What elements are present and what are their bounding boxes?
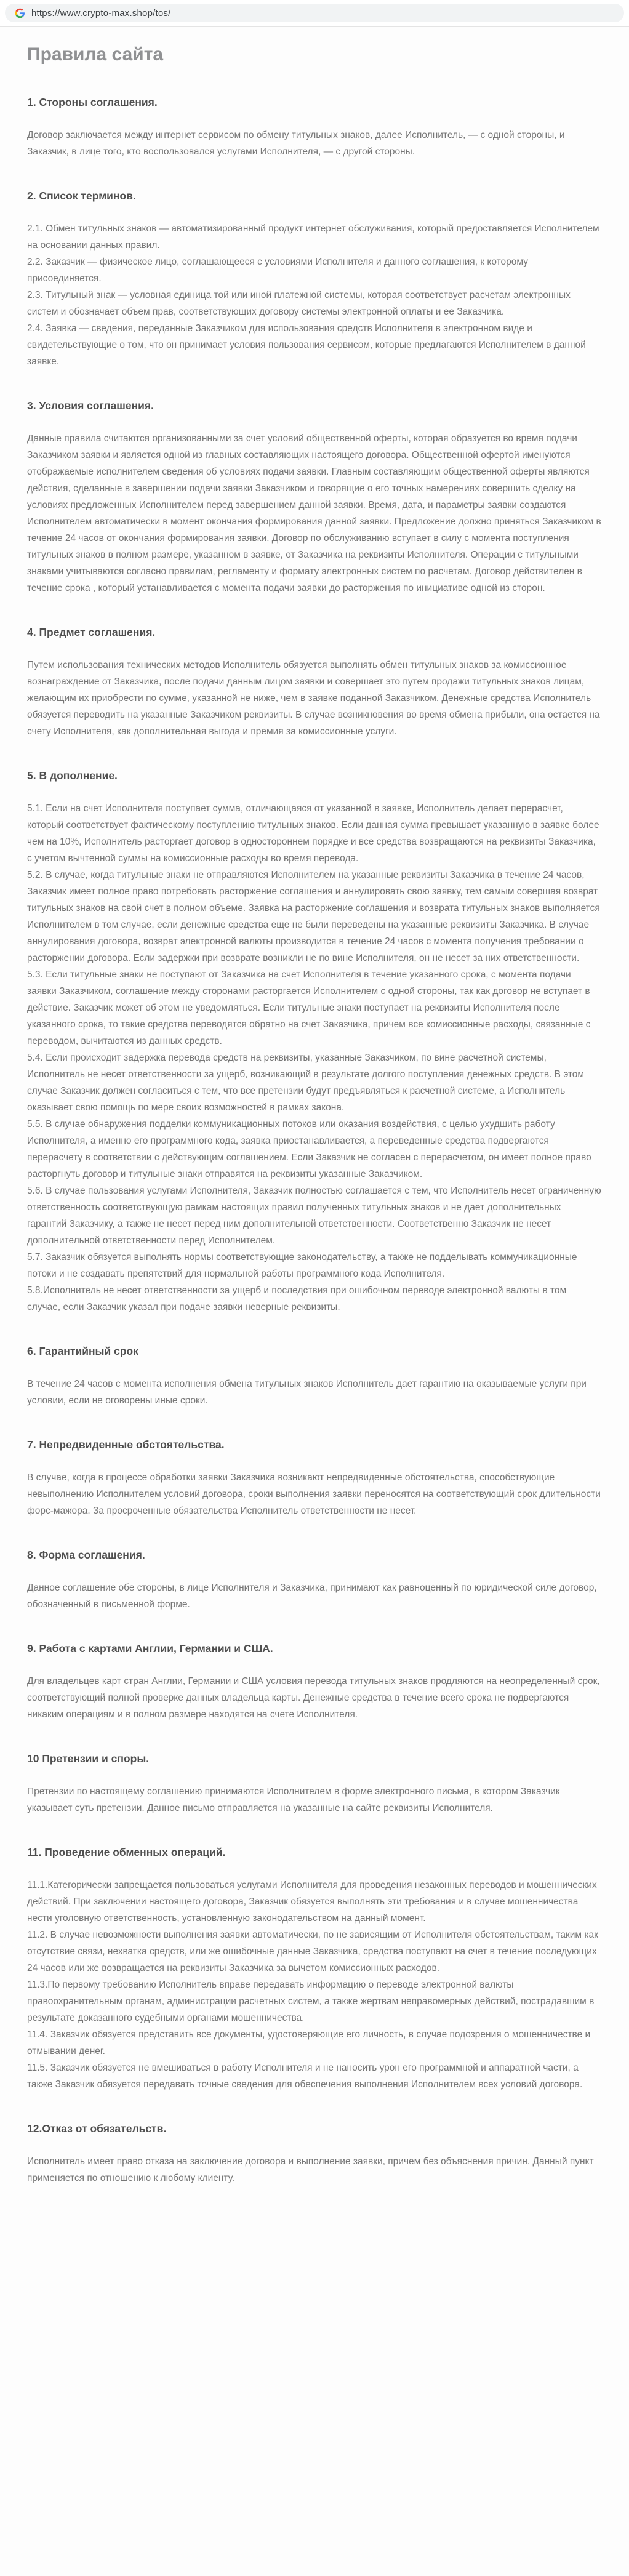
tos-section <box>27 1845 602 2093</box>
paragraph: Претензии по настоящему соглашению принимаются Исполнителем в форме электронного письма, в котором Заказчик указывает суть претензии. Данное письмо отправляется на указанные на сайте реквизиты Исполнителя. <box>27 1786 560 1813</box>
page-content <box>0 27 629 2215</box>
paragraph-group <box>27 1783 602 1816</box>
tos-section <box>27 625 602 740</box>
paragraph-group <box>27 1469 602 1519</box>
paragraph: 5.8.Исполнитель не несет ответственности за ущерб и последствия при ошибочном переводе электронной валюты в том случае, если Заказчик указал при подаче заявки неверные реквизиты. <box>27 1285 567 1312</box>
section-heading: 8. Форма соглашения. <box>27 1549 145 1561</box>
paragraph: 11.1.Категорически запрещается пользоваться услугами Исполнителя для проведения незаконных переводов и мошеннических действий. При заключении настоящего договора, Заказчик обязуется выполнять эти требования и в случае мошенничества нести уголовную ответственность, установленную законодательством на данный момент. <box>27 1880 597 1924</box>
section-heading: 1. Стороны соглашения. <box>27 96 158 108</box>
paragraph: Исполнитель имеет право отказа на заключение договора и выполнение заявки, причем без объяснения причин. Данный пункт применяется по отношению к любому клиенту. <box>27 2156 594 2183</box>
paragraph-group <box>27 1673 602 1723</box>
google-favicon-icon <box>15 8 25 18</box>
paragraph: Данные правила считаются организованными за счет условий общественной оферты, которая образуется во время подачи Заказчиком заявки и является одной из главных составляющих настоящего договора. Общественной офертой именуются отображаемые исполнителем сведения об условиях подачи заявки. Главным составляющим общественной оферты являются действия, сделанные в завершении подачи заявки Заказчиком и говорящие о его точных намерениях совершить сделку на условиях предложенных Исполнителем перед завершением данной заявки. Время, дата, и параметры заявки создаются Исполнителем автоматически в момент окончания формирования данной заявки. Предложение должно приняться Заказчиком в течение 24 часов от окончания формирования заявки. Договор по обслуживанию вступает в силу с момента поступления титульных знаков в полном размере, указанном в заявке, от Заказчика на реквизиты Исполнителя. Операции с титульными знаками учитываются согласно правилам, регламенту и формату электронных систем по расчетам. Договор действителен в течение срока , который устанавливается с момента подачи заявки до расторжения по инициативе одной из сторон. <box>27 433 601 593</box>
paragraph-group <box>27 430 602 596</box>
section-heading: 9. Работа с картами Англии, Германии и США. <box>27 1642 273 1655</box>
tos-section <box>27 1641 602 1723</box>
paragraph: Договор заключается между интернет сервисом по обмену титульных знаков, далее Исполнитель, — с одной стороны, и Заказчик, в лице того, кто воспользовался услугами Исполнителя, — с другой стороны. <box>27 130 565 157</box>
paragraph: 11.5. Заказчик обязуется не вмешиваться в работу Исполнителя и не наносить урон его программной и аппаратной части, а также Заказчик обязуется передавать точные сведения для обеспечения выполнения Исполнителем всех условий договора. <box>27 2063 583 2090</box>
tos-section <box>27 188 602 370</box>
paragraph: В случае, когда в процессе обработки заявки Заказчика возникают непредвиденные обстоятельства, способствующие невыполнению Исполнителем условий договора, сроки выполнения заявки переносятся на соответствующий срок длительности форс-мажора. За просроченные обязательства Исполнитель ответственности не несет. <box>27 1472 601 1516</box>
section-heading: 3. Условия соглашения. <box>27 399 154 412</box>
browser-top-strip <box>0 0 629 27</box>
section-heading: 2. Список терминов. <box>27 190 136 202</box>
paragraph: Путем использования технических методов Исполнитель обязуется выполнять обмен титульных знаков за комиссионное вознаграждение от Заказчика, после подачи данным лицом заявки и совершает это путем продажи титульных знаков лицам, желающим их приобрести по сумме, указанной не ниже, чем в заявке поданной Заказчиком. Денежные средства Исполнитель обязуется переводить на указанные Заказчиком реквизиты. В случае возникновения во время обмена прибыли, она остается на счету Исполнителя, как дополнительная выгода и премия за комиссионные услуги. <box>27 660 600 737</box>
paragraph-group <box>27 220 602 370</box>
paragraph: В течение 24 часов с момента исполнения обмена титульных знаков Исполнитель дает гарантию на оказываемые услуги при условии, если не оговорены иные сроки. <box>27 1379 587 1406</box>
tos-section <box>27 1437 602 1519</box>
tos-section <box>27 2121 602 2186</box>
tos-section <box>27 1547 602 1613</box>
paragraph-group <box>27 657 602 740</box>
paragraph: 5.5. В случае обнаружения подделки коммуникационных потоков или оказания воздействия, с целью ухудшить работу Исполнителя, а именно его программного кода, заявка приостанавливается, а переведенные средства подвергаются перерасчету в соответствии с действующим соглашением. Если Заказчик не согласен с перерасчетом, он имеет полное право расторгнуть договор и титульные знаки отправятся на реквизиты указанные Заказчиком. <box>27 1119 591 1179</box>
paragraph: 2.1. Обмен титульных знаков — автоматизированный продукт интернет обслуживания, который предоставляется Исполнителем на основании данных правил. <box>27 223 599 251</box>
paragraph: 2.3. Титульный знак — условная единица той или иной платежной системы, которая соответствует расчетам электронных систем и обозначает объем прав, соответствующих договору системы электронной оплаты и ее Заказчика. <box>27 290 571 317</box>
paragraph-group <box>27 1376 602 1409</box>
tos-section <box>27 1344 602 1409</box>
tos-section <box>27 95 602 160</box>
section-heading: 4. Предмет соглашения. <box>27 626 156 638</box>
section-heading: 11. Проведение обменных операций. <box>27 1846 226 1858</box>
address-bar[interactable] <box>5 4 624 22</box>
paragraph: 5.4. Если происходит задержка перевода средств на реквизиты, указанные Заказчиком, по вине расчетной системы, Исполнитель не несет ответственности за ущерб, возникающий в результате долгого поступления денежных средств. В этом случае Заказчик должен согласиться с тем, что все претензии будут предъявляться к расчетной системе, а Исполнитель оказывает свою помощь по мере своих возможностей в рамках закона. <box>27 1053 585 1113</box>
sections-container <box>27 95 602 2186</box>
paragraph-group <box>27 2153 602 2186</box>
section-heading: 12.Отказ от обязательств. <box>27 2122 167 2135</box>
section-heading: 7. Непредвиденные обстоятельства. <box>27 1438 225 1451</box>
paragraph: 2.2. Заказчик — физическое лицо, соглашающееся с условиями Исполнителя и данного соглашения, к которому присоединяется. <box>27 257 528 284</box>
paragraph: Данное соглашение обе стороны, в лице Исполнителя и Заказчика, принимают как равноценный по юридической силе договор, обозначенный в письменной форме. <box>27 1583 597 1610</box>
paragraph: 5.6. В случае пользования услугами Исполнителя, Заказчик полностью соглашается с тем, что Исполнитель несет ограниченную ответственность соответствующую рамкам настоящих правил полученных титульных знаков и не дает дополнительных гарантий Заказчику, а также не несет перед ним дополнительной ответственности. Соответственно Заказчик не несет дополнительной ответственности перед Исполнителем. <box>27 1186 601 1246</box>
paragraph: 5.2. В случае, когда титульные знаки не отправляются Исполнителем на указанные реквизиты Заказчика в течение 24 часов, Заказчик имеет полное право потребовать расторжение соглашения и аннулировать свою заявку, тем самым совершая возврат титульных знаков на свой счет в полном объеме. Заявка на расторжение соглашения и возврата титульных знаков выполняется Исполнителем в том случае, если денежные средства еще не были переведены на указанные реквизиты Заказчика. В случае аннулирования договора, возврат электронной валюты производится в течение 24 часов с момента получения требовании о расторжении договора. Если задержки при возврате возникли не по вине Исполнителя, он не несет за них ответственности. <box>27 870 600 963</box>
paragraph-group <box>27 1877 602 2093</box>
paragraph: 11.2. В случае невозможности выполнения заявки автоматически, по не зависящим от Исполнителя обстоятельствам, таким как отсутствие связи, нехватка средств, или же ошибочные данные Заказчика, средства поступают на счет в течение последующих 24 часов или же возвращается на реквизиты Заказчика за вычетом комиссионных расходов. <box>27 1930 598 1973</box>
paragraph: 5.3. Если титульные знаки не поступают от Заказчика на счет Исполнителя в течение указанного срока, с момента подачи заявки Заказчиком, соглашение между сторонами расторгается Исполнителем с одной стороны, так как договор не вступает в действие. Заказчик может об этом не уведомляться. Если титульные знаки поступает на реквизиты Исполнителя после указанного срока, то такие средства переводятся обратно на счет Заказчика, причем все комиссионные расходы, связанные с переводом, вычитаются из данных средств. <box>27 969 591 1046</box>
paragraph: 5.1. Если на счет Исполнителя поступает сумма, отличающаяся от указанной в заявке, Исполнитель делает перерасчет, который соответствует фактическому поступлению титульных знаков. Если данная сумма превышает указанную в заявке более чем на 10%, Исполнитель расторгает договор в одностороннем порядке и все средства возвращаются на реквизиты Заказчика, с учетом вычтенной суммы на комиссионные расходы во время перевода. <box>27 803 599 864</box>
url-text[interactable]: https://www.crypto-max.shop/tos/ <box>31 7 171 18</box>
paragraph-group <box>27 127 602 160</box>
section-heading: 5. В дополнение. <box>27 769 118 782</box>
paragraph-group <box>27 1579 602 1613</box>
paragraph: 2.4. Заявка — сведения, переданные Заказчиком для использования средств Исполнителя в электронном виде и свидетельствующие о том, что он принимает условия пользования сервисом, которые предлагаются Исполнителем в данной заявке. <box>27 323 586 367</box>
paragraph: 11.3.По первому требованию Исполнитель вправе передавать информацию о переводе электронной валюты правоохранительным органам, администрации расчетных систем, а также жертвам неправомерных действий, пострадавшим в результате доказанного судебными органами мошенничества. <box>27 1980 595 2023</box>
tos-section <box>27 768 602 1315</box>
tos-section <box>27 398 602 596</box>
paragraph: 11.4. Заказчик обязуется представить все документы, удостоверяющие его личность, в случае подозрения о мошенничестве и отмывании денег. <box>27 2029 591 2056</box>
paragraph-group <box>27 800 602 1315</box>
page-title: Правила сайта <box>27 44 164 65</box>
paragraph: 5.7. Заказчик обязуется выполнять нормы соответствующие законодательству, а также не подделывать коммуникационные потоки и не создавать препятствий для нормальной работы программного кода Исполнителя. <box>27 1252 577 1279</box>
tos-section <box>27 1751 602 1816</box>
paragraph: Для владельцев карт стран Англии, Германии и США условия перевода титульных знаков продляются на неопределенный срок, соответствующий полной проверке данных владельца карты. Денежные средства в течение всего срока не подвергаются никаким операциям и в полном размере находятся на счете Исполнителя. <box>27 1676 600 1720</box>
section-heading: 6. Гарантийный срок <box>27 1345 138 1357</box>
section-heading: 10 Претензии и споры. <box>27 1752 150 1765</box>
